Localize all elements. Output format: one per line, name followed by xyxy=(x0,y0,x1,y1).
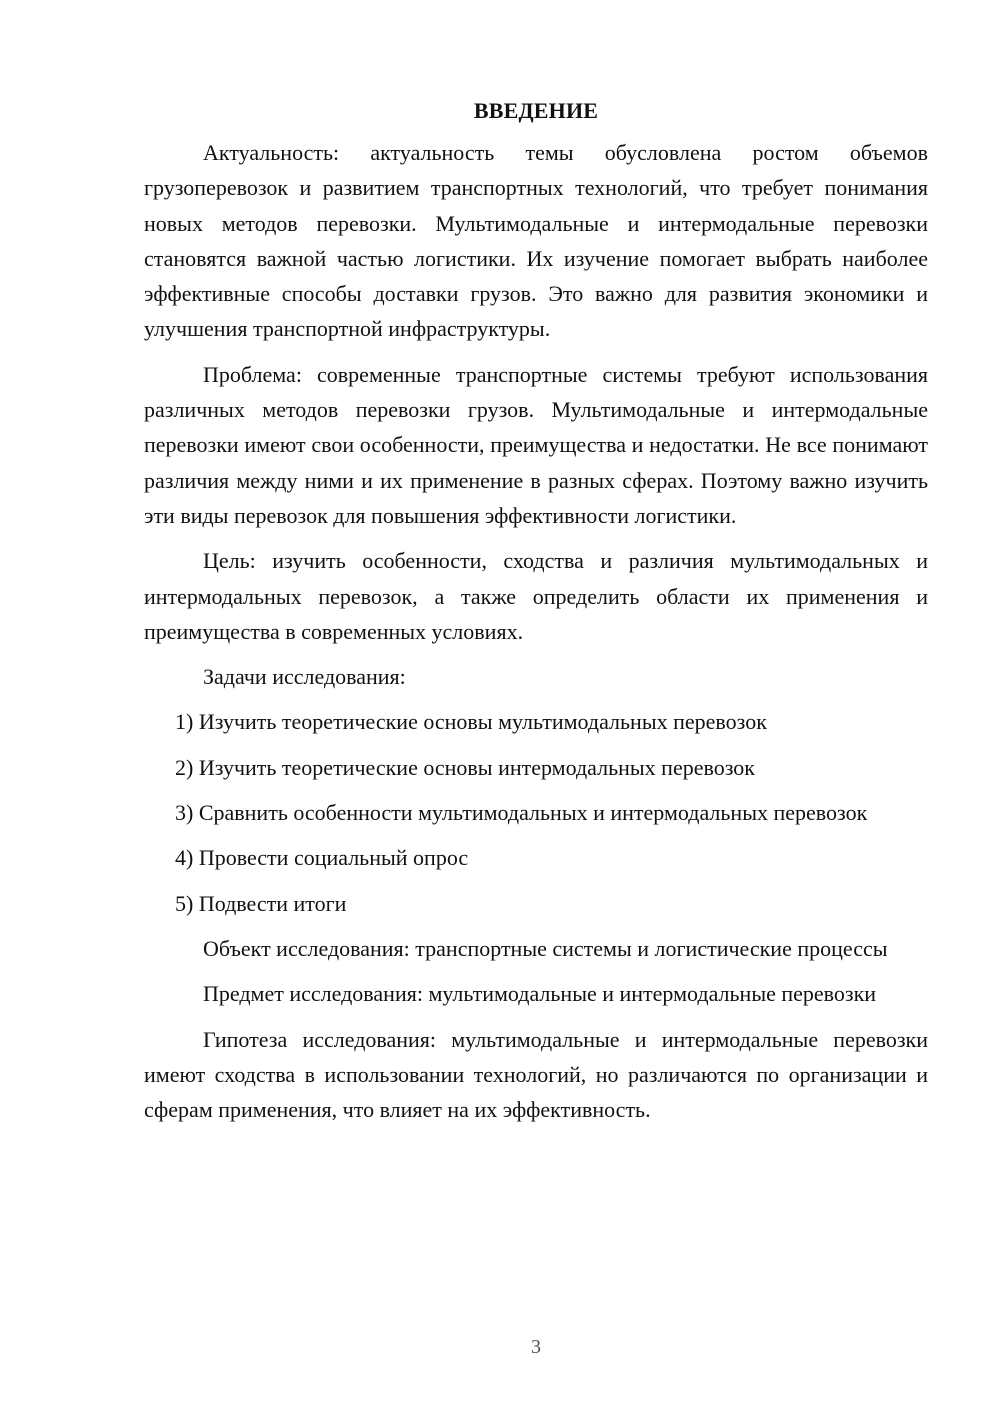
task-item: 2) Изучить теоретические основы интермодальных перевозок xyxy=(175,754,755,780)
paragraph-object: Объект исследования: транспортные системы и логистические процессы xyxy=(203,935,888,961)
task-item: 5) Подвести итоги xyxy=(175,890,347,916)
task-item: 3) Сравнить особенности мультимодальных и интермодальных перевозок xyxy=(175,800,868,826)
paragraph-goal: Цель: изучить особенности, сходства и различия мультимодальных и интермодальных перевозок, а также определить области их применения и преимущества в современных условиях. xyxy=(144,548,928,644)
paragraph-subject: Предмет исследования: мультимодальные и интермодальные перевозки xyxy=(203,981,877,1007)
paragraph-relevance: Актуальность: актуальность темы обусловлена ростом объемов грузоперевозок и развитием транспортных технологий, что требует понимания новых методов перевозки. Мультимодальные и интермодальные перевозки становятся важной частью логистики. Их изучение помогает выбрать наиболее эффективные способы доставки грузов. Это важно для развития экономики и улучшения транспортной инфраструктуры. xyxy=(144,140,928,342)
page-title: ВВЕДЕНИЕ xyxy=(473,98,599,123)
document-page xyxy=(144,95,928,1137)
page-number: 3 xyxy=(531,1336,541,1358)
task-item: 4) Провести социальный опрос xyxy=(175,845,469,871)
paragraph-problem: Проблема: современные транспортные системы требуют использования различных методов перевозки грузов. Мультимодальные и интермодальные перевозки имеют свои особенности, преимущества и недостатки. Не все понимают различия между ними и их применение в разных сферах. Поэтому важно изучить эти виды перевозок для повышения эффективности логистики. xyxy=(144,361,928,528)
paragraph-hypothesis: Гипотеза исследования: мультимодальные и интермодальные перевозки имеют сходства в использовании технологий, но различаются по организации и сферам применения, что влияет на их эффективность. xyxy=(144,1026,928,1123)
paragraph-tasks-heading: Задачи исследования: xyxy=(203,664,406,690)
task-item: 1) Изучить теоретические основы мультимодальных перевозок xyxy=(175,709,767,735)
